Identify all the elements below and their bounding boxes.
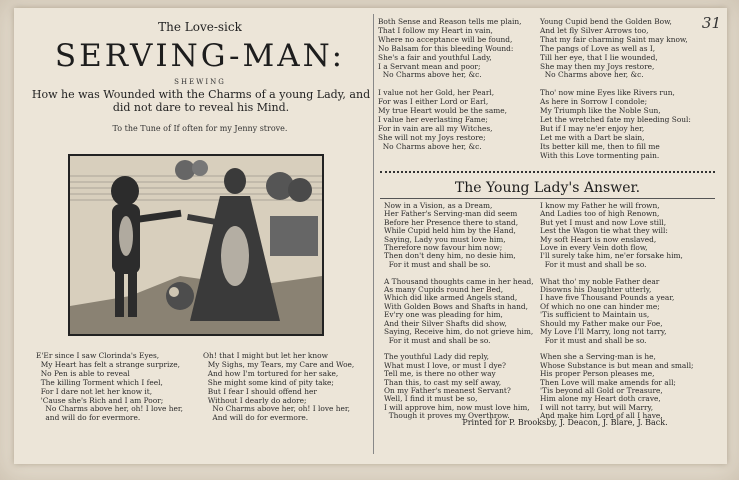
title-small: The Love-sick	[158, 20, 242, 34]
printer-line: Printed for P. Brooksby, J. Deacon, J. Blare, J. Back.	[462, 418, 668, 427]
shewing-label: SHEWING	[174, 78, 226, 86]
verse-right-top-2: Young Cupid bend the Golden Bow, And let fly Silver Arrows too, That my fair charming Saint may know, The pangs of Love as well as I, Till her eye, that I lie wounded, She may then my Joys restore, No Charms above her, &c. Tho' now mine Eyes like Rivers run, As here in Sorrow I condole; My Triumph like the Noble Sun, Let the wretched fate my bleeding Soul: But if I may ne'er enjoy her, Let me with a Dart be slain, Its better kill me, then to fill me With this Love tormenting pain.	[540, 17, 691, 160]
page-number: 31	[701, 14, 721, 32]
woodcut-illustration	[68, 154, 324, 336]
verse-right-top-1: Both Sense and Reason tells me plain, That I follow my Heart in vain, Where no acceptance will be found, No Balsam for this bleeding Wound: She's a fair and youthful Lady, I a Servant mean and poor; No Charms above her, &c. I value not her Gold, her Pearl, For was I either Lord or Earl, My true Heart would be the same, I value her everlasting Fame; For in vain are all my Witches, She will not my Joys restore; No Charms above her, &c.	[378, 17, 522, 151]
verse-left-1: E'Er since I saw Clorinda's Eyes, My Heart has felt a strange surprize, No Pen is able to reveal The killing Torment which I feel, For I dare not let her know it, 'Cause she's Rich and I am Poor; No Charms above her, oh! I love her, and will do for evermore.	[36, 351, 183, 423]
answer-left: Now in a Vision, as a Dream, Her Father's Serving-man did seem Before her Presence there to stand, While Cupid held him by the Hand, Saying, Lady you must love him, Therefore now favour him now; Then don't deny him, no desie him, For it must and shall be so. A Thousand thoughts came in her head, As many Cupids round her Bed, Which did like armed Angels stand, With Golden Bows and Shafts in hand, Ev'ry one was pleading for him, And their Silver Shafts did show, Saying, Receive him, do not grieve him, For it must and shall be so. The youthful Lady did reply, What must I love, or must I dye? Tell me, is there no other way Than this, to cast my self away, On my Father's meanest Servant? Well, I find it must be so, I will approve him, now must love him, Though it proves my Overthrow.	[384, 201, 534, 421]
tune-line: To the Tune of If often for my Jenny strove.	[112, 124, 288, 133]
answer-rule	[380, 198, 715, 199]
title-main: SERVING-MAN:	[54, 38, 346, 74]
column-divider	[373, 14, 374, 454]
verse-left-2: Oh! that I might but let her know My Sighs, my Tears, my Care and Woe, And how I'm tortured for her sake, She might some kind of pity take; But I fear I should offend her Without I dearly do adore; No Charms above her, oh! I love her, And will do for evermore.	[203, 351, 355, 423]
subtitle: How he was Wounded with the Charms of a young Lady, and did not dare to reveal his Mind.	[31, 88, 371, 114]
top-rule	[380, 171, 715, 173]
answer-right: I know my Father he will frown, And Ladies too of high Renown, But yet I must and now Love still, Lest the Wagon tie what they will: My soft Heart is now enslaved, Love in every Vein doth flow, I'll surely take him, ne'er forsake him, For it must and shall be so. What tho' my noble Father dear Disowns his Daughter utterly, I have five Thousand Pounds a year, Of which no one can hinder me; 'Tis sufficient to Maintain us, Should my Father make our Foe, My Love I'll Marry, long not tarry, For it must and shall be so. When she a Serving-man is he, Whose Substance is but mean and small; His proper Person pleases me, Then Love will make amends for all; 'Tis beyond all Gold or Treasure, Him alone my Heart doth crave, I will not tarry, but will Marry, And make him Lord of all I have.	[540, 201, 694, 421]
woodcut-drawing	[70, 156, 322, 334]
answer-title: The Young Lady's Answer.	[454, 180, 641, 196]
